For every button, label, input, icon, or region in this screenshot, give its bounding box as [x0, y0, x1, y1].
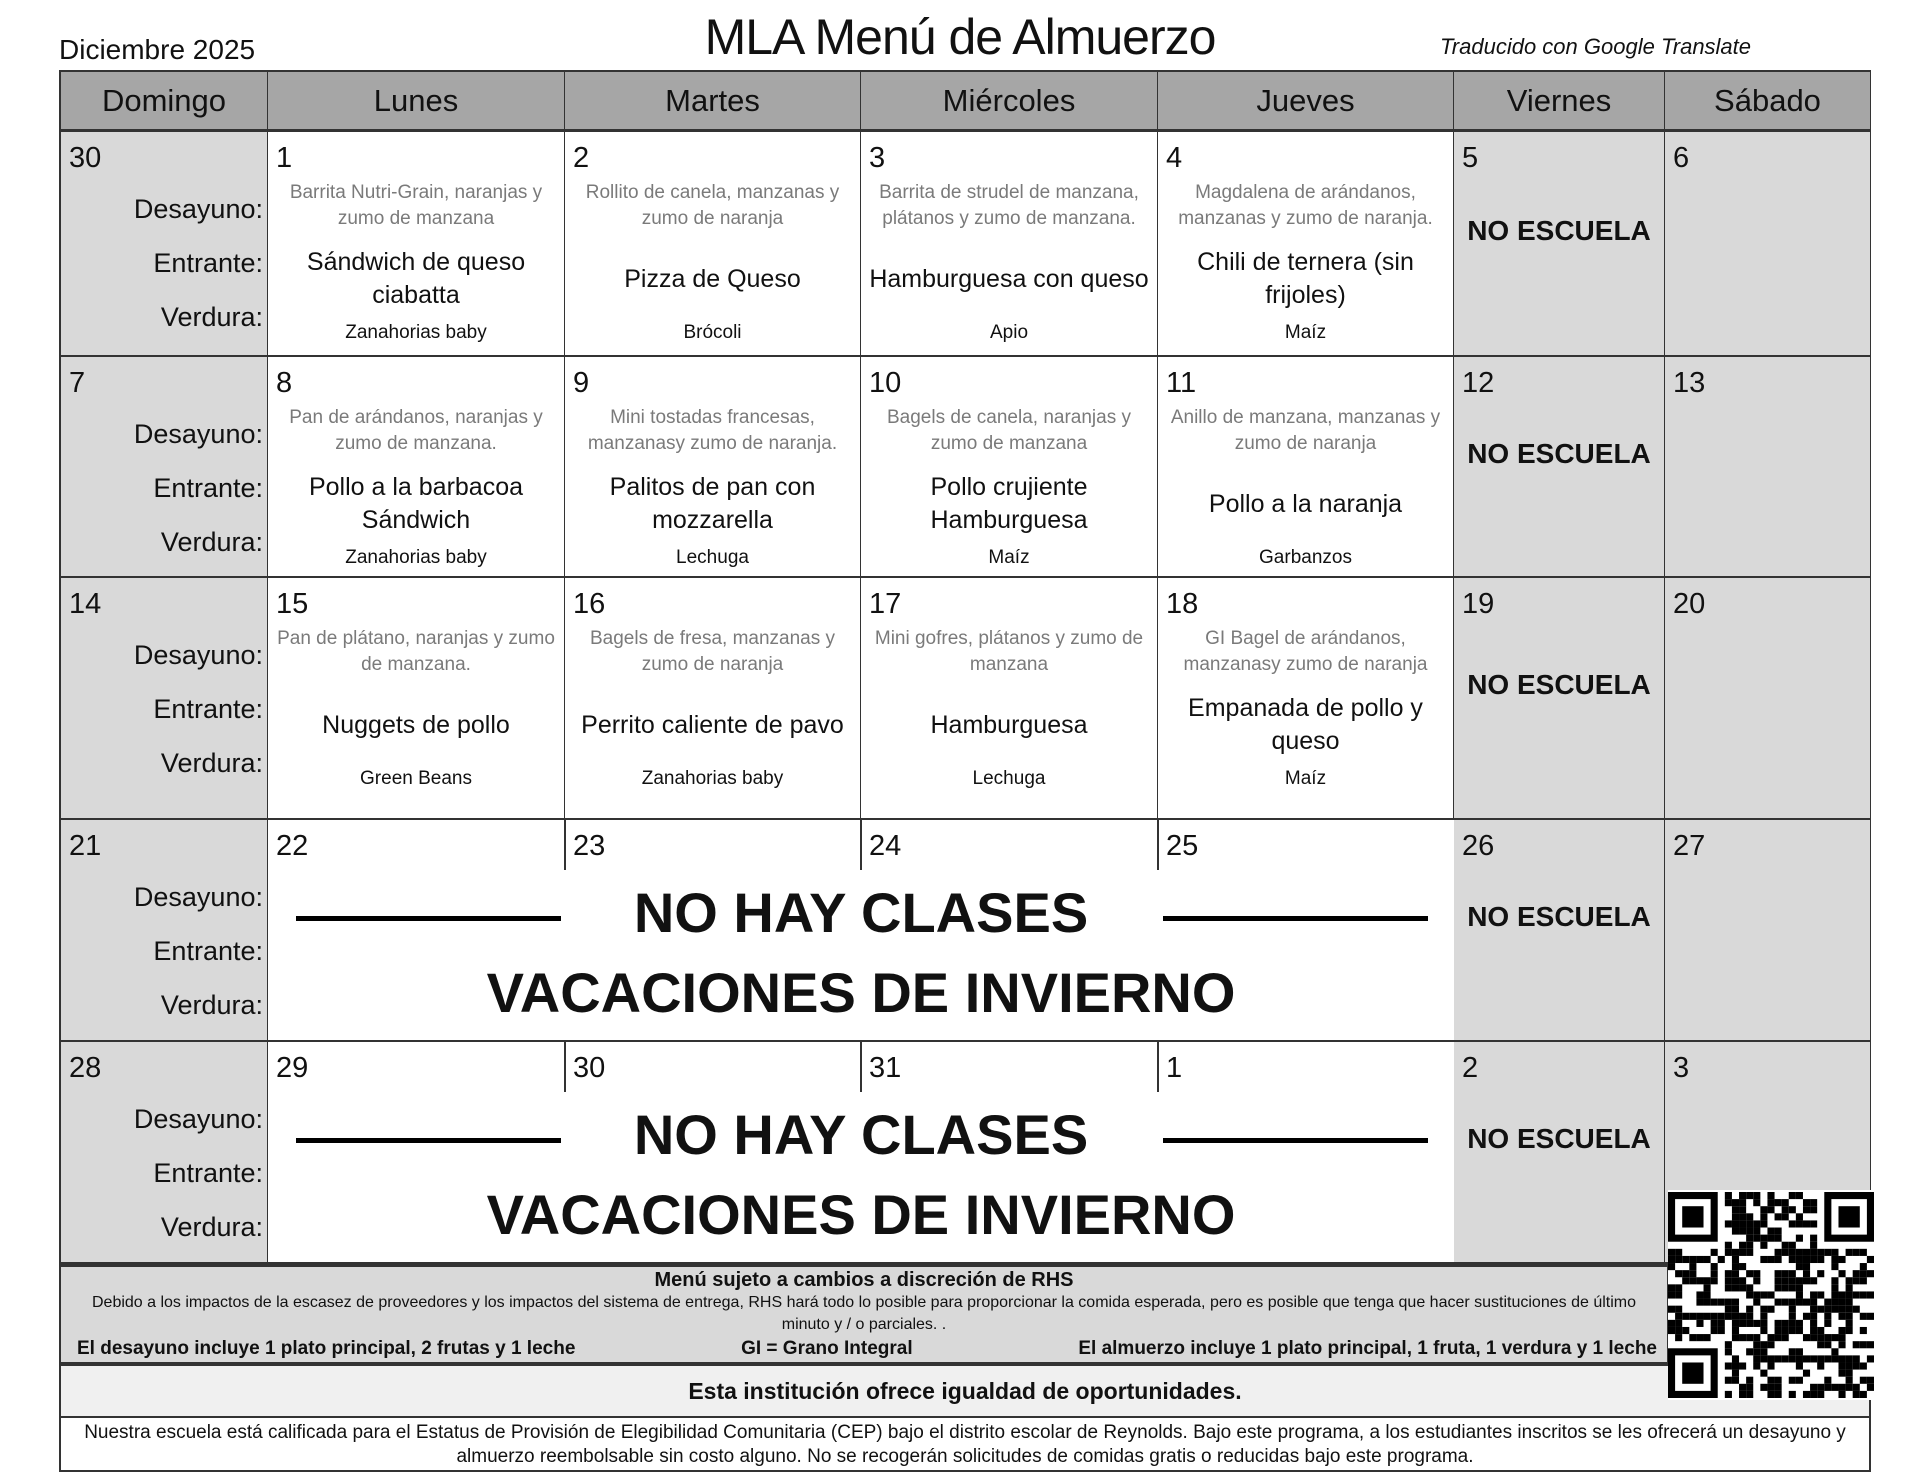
- label-entree: Entrante:: [153, 694, 263, 724]
- label-entree: Entrante:: [153, 248, 263, 278]
- entree-item: Empanada de pollo y queso: [1188, 694, 1423, 755]
- day-header-5: Viernes: [1454, 72, 1665, 132]
- day-cell: [1665, 132, 1871, 357]
- date-number: 16: [573, 588, 606, 620]
- vegetable-item: Lechuga: [676, 547, 749, 568]
- vegetable-item: Zanahorias baby: [345, 322, 487, 343]
- date-number: 21: [69, 830, 102, 862]
- day-cell: [565, 357, 861, 578]
- label-breakfast: Desayuno:: [133, 194, 263, 224]
- day-header-6: Sábado: [1665, 72, 1871, 132]
- day-cell: [1665, 578, 1871, 820]
- day-cell: [61, 357, 268, 578]
- equality-statement: Esta institución ofrece igualdad de oportunidades.: [59, 1364, 1871, 1416]
- breakfast-item: Barrita de strudel de manzana, plátanos y zumo de manzana.: [879, 182, 1139, 229]
- day-cell: [1665, 820, 1871, 1042]
- label-entree: Entrante:: [153, 1158, 263, 1188]
- day-cell: [861, 578, 1158, 820]
- day-header-3: Miércoles: [861, 72, 1158, 132]
- breakfast-item: Pan de plátano, naranjas y zumo de manzana.: [277, 628, 555, 675]
- day-cell: [861, 132, 1158, 357]
- date-number: 1: [1166, 1052, 1183, 1084]
- cell-divider: [564, 820, 566, 870]
- breakfast-item: Mini gofres, plátanos y zumo de manzana: [874, 628, 1144, 675]
- cell-divider: [860, 1042, 862, 1092]
- date-number: 28: [69, 1052, 102, 1084]
- date-number: 22: [276, 830, 309, 862]
- date-number: 24: [869, 830, 902, 862]
- label-vegetable: Verdura:: [160, 748, 263, 778]
- lunch-note: El almuerzo incluye 1 plato principal, 1 fruta, 1 verdura y 1 leche: [1078, 1338, 1657, 1359]
- cell-divider: [1157, 1042, 1159, 1092]
- date-number: 13: [1673, 367, 1706, 399]
- entree-item: Nuggets de pollo: [322, 710, 510, 739]
- cep-statement: Nuestra escuela está calificada para el Estatus de Provisión de Elegibilidad Comunitaria (CEP) bajo el distrito escolar de Reynolds. Bajo este programa, a los estudiantes inscritos se les ofrecerá un desayuno y almuerzo reembolsable sin costo alguno. No se recogerán solicitudes de comidas gratis o reducidas bajo este programa.: [59, 1416, 1871, 1472]
- day-cell: [1158, 132, 1454, 357]
- label-breakfast: Desayuno:: [133, 882, 263, 912]
- page-title: MLA Menú de Almuerzo: [704, 9, 1216, 65]
- day-header-0: Domingo: [61, 72, 268, 132]
- vegetable-item: Maíz: [988, 547, 1030, 568]
- label-vegetable: Verdura:: [160, 990, 263, 1020]
- date-number: 1: [276, 142, 293, 174]
- no-school-label: NO ESCUELA: [1467, 214, 1651, 246]
- subject-to-change: Menú sujeto a cambios a discreción de RHS: [654, 1269, 1074, 1291]
- date-number: 14: [69, 588, 102, 620]
- day-cell: [268, 578, 565, 820]
- cell-divider: [564, 1042, 566, 1092]
- entree-item: Chili de ternera (sin frijoles): [1197, 248, 1414, 309]
- date-number: 15: [276, 588, 309, 620]
- entree-item: Palitos de pan con mozzarella: [609, 473, 816, 534]
- date-number: 11: [1166, 367, 1197, 399]
- label-entree: Entrante:: [153, 936, 263, 966]
- label-breakfast: Desayuno:: [133, 640, 263, 670]
- day-cell: [1158, 357, 1454, 578]
- breakfast-item: Barrita Nutri-Grain, naranjas y zumo de manzana: [289, 182, 543, 229]
- qr-code[interactable]: [1668, 1190, 1874, 1400]
- breakfast-item: Magdalena de arándanos, manzanas y zumo de naranja.: [1178, 182, 1433, 229]
- cell-divider: [860, 820, 862, 870]
- no-classes-label: NO HAY CLASES: [633, 881, 1089, 944]
- vegetable-item: Maíz: [1284, 322, 1327, 343]
- date-number: 12: [1462, 367, 1495, 399]
- entree-item: Pollo crujiente Hamburguesa: [930, 473, 1088, 534]
- date-number: 10: [869, 367, 902, 399]
- date-number: 26: [1462, 830, 1495, 862]
- day-cell: [1454, 357, 1665, 578]
- date-number: 4: [1166, 142, 1183, 174]
- cell-divider: [1157, 820, 1159, 870]
- winter-break-label: VACACIONES DE INVIERNO: [486, 961, 1236, 1024]
- breakfast-note: El desayuno incluye 1 plato principal, 2 frutas y 1 leche: [77, 1338, 576, 1359]
- no-classes-label: NO HAY CLASES: [633, 1103, 1089, 1166]
- footer-notice: [59, 1264, 1669, 1364]
- vegetable-item: Lechuga: [972, 768, 1046, 789]
- entree-item: Perrito caliente de pavo: [581, 710, 844, 739]
- entree-item: Hamburguesa con queso: [869, 264, 1149, 293]
- label-breakfast: Desayuno:: [133, 1104, 263, 1134]
- month-label: Diciembre 2025: [59, 34, 256, 65]
- supply-notice: Debido a los impactos de la escasez de proveedores y los impactos del sistema de entrega, RHS hará todo lo posible para proporcionar la comida esperada, pero es posible que tenga que hacer sustituciones de último minuto y / o parciales. .: [91, 1294, 1636, 1333]
- date-number: 27: [1673, 830, 1706, 862]
- vegetable-item: Zanahorias baby: [641, 768, 784, 789]
- vegetable-item: Apio: [989, 322, 1029, 343]
- day-cell: [1454, 820, 1665, 1042]
- day-cell: [61, 578, 268, 820]
- date-number: 3: [1673, 1052, 1690, 1084]
- day-header-4: Jueves: [1158, 72, 1454, 132]
- vegetable-item: Maíz: [1284, 768, 1327, 789]
- date-number: 3: [869, 142, 886, 174]
- day-cell: [1454, 132, 1665, 357]
- date-number: 30: [69, 142, 102, 174]
- date-number: 9: [573, 367, 590, 399]
- label-vegetable: Verdura:: [160, 1212, 263, 1242]
- translation-note: Traducido con Google Translate: [1440, 34, 1752, 59]
- day-cell: [1454, 1042, 1665, 1264]
- entree-item: Pollo a la barbacoa Sándwich: [308, 473, 524, 534]
- day-cell: [1454, 578, 1665, 820]
- label-vegetable: Verdura:: [160, 527, 263, 557]
- breakfast-item: Mini tostadas francesas, manzanasy zumo de naranja.: [587, 407, 838, 454]
- vegetable-item: Zanahorias baby: [345, 547, 487, 568]
- date-number: 29: [276, 1052, 309, 1084]
- date-number: 7: [69, 367, 86, 399]
- day-cell: [1665, 357, 1871, 578]
- breakfast-item: GI Bagel de arándanos, manzanasy zumo de naranja: [1183, 628, 1428, 675]
- no-school-label: NO ESCUELA: [1467, 437, 1651, 469]
- date-number: 17: [869, 588, 902, 620]
- day-cell: [61, 820, 268, 1042]
- day-header-2: Martes: [565, 72, 861, 132]
- date-number: 5: [1462, 142, 1479, 174]
- date-number: 31: [869, 1052, 902, 1084]
- day-header-1: Lunes: [268, 72, 565, 132]
- no-school-label: NO ESCUELA: [1467, 901, 1651, 932]
- entree-item: Pollo a la naranja: [1208, 489, 1403, 518]
- date-number: 23: [573, 830, 606, 862]
- label-vegetable: Verdura:: [160, 302, 263, 332]
- date-number: 19: [1462, 588, 1495, 620]
- date-number: 6: [1673, 142, 1690, 174]
- date-number: 25: [1166, 830, 1199, 862]
- date-number: 18: [1166, 588, 1199, 620]
- calendar-grid: [59, 70, 1871, 1264]
- breakfast-item: Bagels de canela, naranjas y zumo de manzana: [887, 407, 1131, 454]
- label-entree: Entrante:: [153, 473, 263, 503]
- day-cell: [268, 132, 565, 357]
- day-cell: [861, 357, 1158, 578]
- breakfast-item: Rollito de canela, manzanas y zumo de naranja: [585, 182, 840, 229]
- day-cell: [1158, 578, 1454, 820]
- gi-note: GI = Grano Integral: [741, 1338, 913, 1359]
- breakfast-item: Bagels de fresa, manzanas y zumo de naranja: [589, 628, 836, 675]
- day-cell: [565, 578, 861, 820]
- breakfast-item: Pan de arándanos, naranjas y zumo de manzana.: [289, 407, 543, 454]
- date-number: 30: [573, 1052, 606, 1084]
- day-cell: [61, 1042, 268, 1264]
- winter-break-label: VACACIONES DE INVIERNO: [486, 1183, 1236, 1246]
- vegetable-item: Brócoli: [683, 322, 742, 343]
- breakfast-item: Anillo de manzana, manzanas y zumo de naranja: [1170, 407, 1441, 454]
- no-school-label: NO ESCUELA: [1467, 669, 1651, 700]
- date-number: 2: [1462, 1052, 1479, 1084]
- entree-item: Hamburguesa: [930, 710, 1088, 739]
- day-cell: [565, 132, 861, 357]
- date-number: 2: [573, 142, 590, 174]
- vegetable-item: Garbanzos: [1259, 547, 1352, 568]
- no-school-label: NO ESCUELA: [1467, 1123, 1651, 1154]
- date-number: 8: [276, 367, 293, 399]
- date-number: 20: [1673, 588, 1706, 620]
- day-cell: [61, 132, 268, 357]
- day-cell: [268, 357, 565, 578]
- entree-item: Pizza de Queso: [624, 264, 801, 293]
- vegetable-item: Green Beans: [360, 768, 472, 789]
- entree-item: Sándwich de queso ciabatta: [306, 248, 526, 309]
- label-breakfast: Desayuno:: [133, 419, 263, 449]
